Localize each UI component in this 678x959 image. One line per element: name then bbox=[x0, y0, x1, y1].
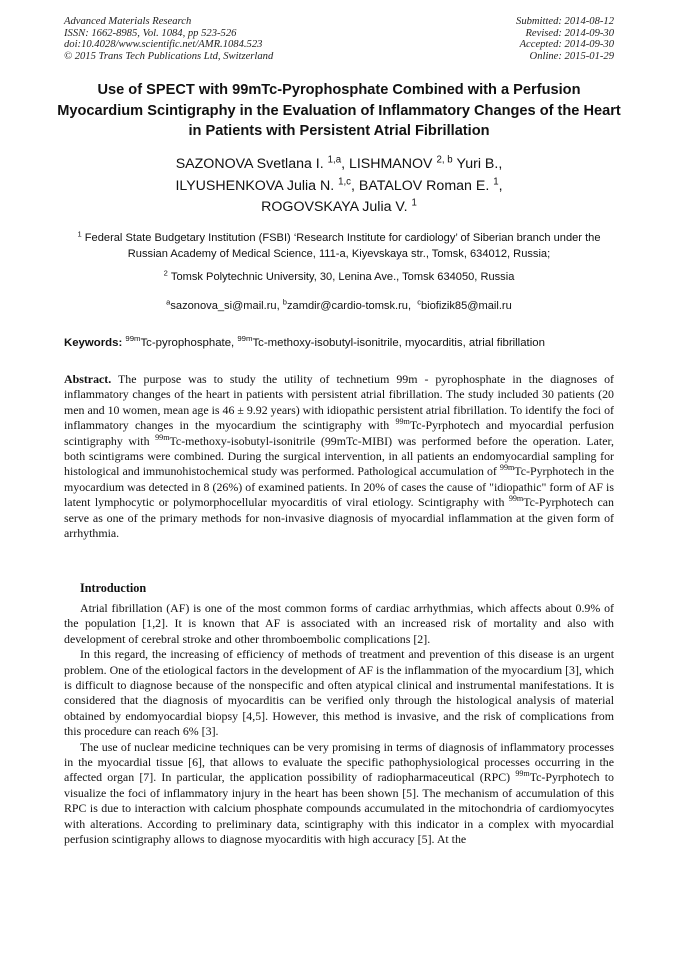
author-affil-sup: 1 bbox=[493, 175, 499, 187]
keyword-text: Tc-methoxy-isobutyl-isonitrile, myocarditis, atrial fibrillation bbox=[252, 337, 545, 349]
keywords-label: Keywords: bbox=[64, 337, 123, 349]
intro-text: Tc-Pyrphotech to visualize the foci of inflammatory injury in the heart has been shown [5]. The mechanism of accumulation of this RPC is due to interaction with calcium phosphate compounds accumulated in the mitochondria of cardiomyocytes with alterations. According to preliminary data, scintigraphy with this indicator in a complex with myocardial perfusion scintigraphy allows to diagnose myocarditis with high accuracy [5]. At the bbox=[64, 770, 614, 847]
doi-line: doi:10.4028/www.scientific.net/AMR.1084.523 bbox=[64, 39, 263, 51]
abstract-text: Tc-Pyrphotech and myocardial perfusion scintigraphy with bbox=[64, 418, 614, 448]
author-affil-sup: 1 bbox=[411, 197, 417, 209]
author-name: Yuri B., bbox=[456, 156, 503, 172]
author-name: ILYUSHENKOVA Julia N. bbox=[175, 177, 335, 194]
email-line bbox=[60, 298, 618, 314]
affiliation-1 bbox=[60, 230, 618, 262]
intro-paragraph bbox=[64, 740, 614, 848]
author-name: BATALOV Roman E. bbox=[358, 177, 490, 194]
abstract-text: The purpose was to study the utility of technetium 99m - pyrophosphate in the diagnoses of inflammatory changes of the heart in patients with persistent atrial fibrillation. The study included 30 patients (20 men and 10 women, mean age is 46 ± 9.92 years) with idiopathic persistent atrial fibrillation. To identify the foci of inflammatory changes in the myocardium the scintigraphy with bbox=[64, 372, 614, 433]
affil-number: 1 bbox=[77, 229, 82, 239]
author-affil-sup: 2, b bbox=[436, 154, 453, 166]
author-list: SAZONOVA Svetlana I. $^{1,a}$, LISHMANOV $^{2, b}$ Yuri B., ILYUSHENKOVA Julia N. $^{1,c}$, BATALOV Roman E. $^1$, ROGOVSKAYA Julia V. $^1$ bbox=[175, 154, 503, 215]
introduction-body bbox=[64, 601, 614, 848]
author-name: LISHMANOV bbox=[348, 156, 433, 172]
email-address[interactable]: zamdir@cardio-tomsk.ru, bbox=[286, 300, 412, 312]
copyright-line: © 2015 Trans Tech Publications Ltd, Switzerland bbox=[64, 50, 274, 62]
affil-text: Federal State Budgetary Institution (FSBI) ‘Research Institute for cardiology’ of Siberian branch under the Russian Academy of Medical Science, 111-a, Kiyevskaya str., Tomsk, 634012, Russia; bbox=[84, 232, 601, 260]
abstract-label: Abstract. bbox=[64, 372, 112, 386]
submitted-date: Submitted: 2014-08-12 bbox=[516, 16, 614, 27]
intro-paragraph: In this regard, the increasing of efficiency of methods of treatment and prevention of this disease is an urgent problem. One of the etiological factors in the development of AF is the inflammation of the myocardium [3], which is difficult to diagnose because of the nonspecific and often atypical clinical and instrumental manifestations. It is considered that the diagnosis of myocarditis can be verified only through the histological analysis of material obtained by endomyocardial biopsy [4,5]. However, this method is invasive, and the risk of complications from this procedure can reach 6% [3]. bbox=[64, 647, 614, 739]
journal-info bbox=[64, 16, 273, 62]
journal-name: Advanced Materials Research bbox=[64, 16, 192, 27]
email-sup: b bbox=[282, 297, 287, 307]
intro-text: The use of nuclear medicine techniques can be very promising in terms of diagnosis of inflammatory processes in the myocardial tissue [6], that allows to evaluate the specific pathophysiological processes occurring in the affected organ [7]. In particular, the application possibility of radiopharmaceutical (RPC) bbox=[64, 739, 614, 785]
author-name: ROGOVSKAYA Julia V. bbox=[261, 199, 408, 215]
isotope-sup: 99m bbox=[395, 417, 410, 427]
affil-text: Tomsk Polytechnic University, 30, Lenina Ave., Tomsk 634050, Russia bbox=[170, 271, 515, 283]
isotope-sup: 99m bbox=[237, 334, 253, 344]
abstract bbox=[64, 372, 614, 541]
accepted-date: Accepted: 2014-09-30 bbox=[519, 39, 614, 51]
abstract-text: Tc-methoxy-isobutyl-isonitrile (99mTc-MIBI) was performed before the operation. Later, both scintigrams were combined. During the surgical intervention, in all patients an endomyocardial sampling for histological and immunohistochemical study was performed. Pathological accumulation of bbox=[64, 433, 614, 479]
abstract-text: Tc-Pyrphotech in the myocardium was detected in 8 (26%) of examined patients. In 20% of cases the cause of "idiopathic" form of AF is latent lymphocytic or polymorphocellular myocarditis of viral etiology. Scintigraphy with bbox=[64, 464, 614, 510]
isotope-sup: 99m bbox=[499, 463, 515, 473]
isotope-sup: 99m bbox=[125, 334, 141, 344]
keyword-text: Tc-pyrophosphate, bbox=[140, 337, 235, 349]
author-affil-sup: 1,a bbox=[327, 154, 342, 166]
publication-dates bbox=[516, 16, 614, 62]
author-name: SAZONOVA Svetlana I. bbox=[175, 156, 324, 172]
isotope-sup: 99m bbox=[515, 769, 530, 779]
online-date: Online: 2015-01-29 bbox=[529, 50, 614, 62]
email-sup: c bbox=[417, 297, 421, 307]
keywords bbox=[64, 336, 624, 350]
email-address[interactable]: sazonova_si@mail.ru, bbox=[170, 300, 280, 312]
section-heading-introduction: Introduction bbox=[80, 581, 147, 595]
affiliation-2 bbox=[60, 269, 618, 285]
paper-title: Use of SPECT with 99mTc-Pyrophosphate Combined with a Perfusion Myocardium Scintigraphy in the Evaluation of Inflammatory Changes of the Heart in Patients with Persistent Atrial Fibrillation bbox=[57, 82, 621, 139]
isotope-sup: 99m bbox=[155, 432, 170, 442]
issn-line: ISSN: 1662-8985, Vol. 1084, pp 523-526 bbox=[64, 27, 237, 39]
email-address[interactable]: biofizik85@mail.ru bbox=[421, 300, 512, 312]
isotope-sup: 99m bbox=[508, 494, 524, 504]
affil-number: 2 bbox=[163, 268, 168, 278]
author-affil-sup: 1,c bbox=[338, 175, 352, 187]
abstract-text: Tc-Pyrphotech can serve as one of the primary methods for non-invasive diagnosis of myocardial inflammation at the given form of arrhythmia. bbox=[64, 495, 614, 541]
email-sup: a bbox=[166, 297, 171, 307]
revised-date: Revised: 2014-09-30 bbox=[525, 27, 614, 39]
intro-paragraph: Atrial fibrillation (AF) is one of the most common forms of cardiac arrhythmias, which affects about 0.9% of the population [1,2]. It is known that AF is associated with an increased risk of mortality and also with development of cerebral stroke and other thromboembolic complications [2]. bbox=[64, 601, 614, 646]
